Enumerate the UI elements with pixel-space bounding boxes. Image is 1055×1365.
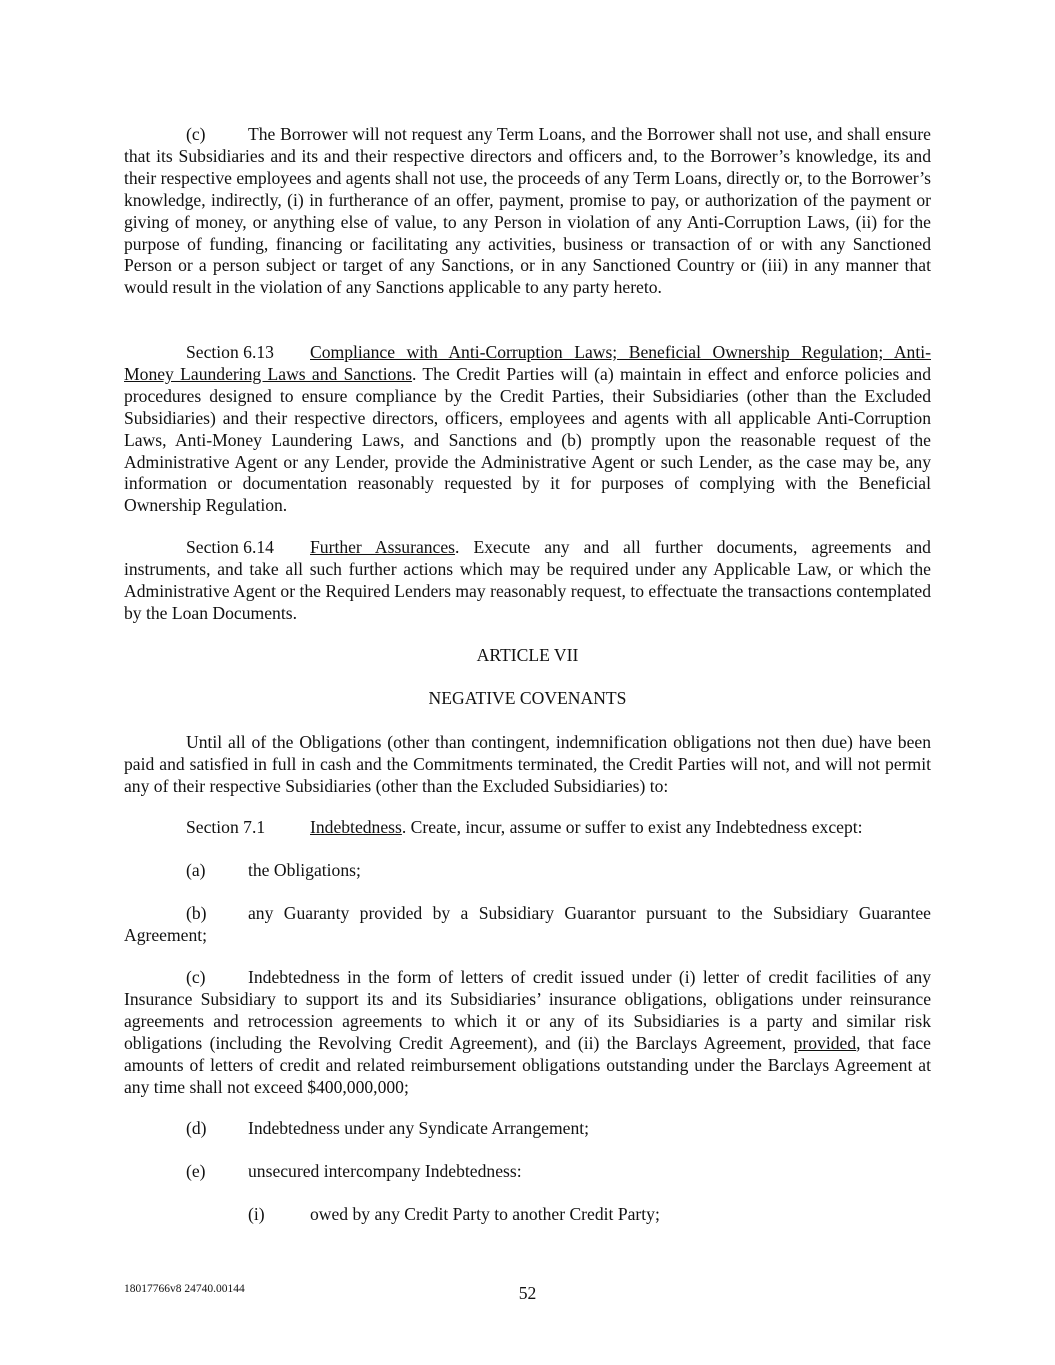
section-6-13-text: . The Credit Parties will (a) maintain in effect and enforce policies and procedures designed to ensure compliance by the Credit Parties, their Subsidiaries (other than the Excluded Subsidiaries) and their respective directors, officers, employees and agents with all applicable Anti-Corruption Laws, Anti-Money Laundering Laws, and Sanctions and (b) promptly upon the reasonable request of the Administrative Agent or any Lender, provide the Administrative Agent or such Lender, as the case may be, any information or documentation reasonably requested by it for purposes of complying with the Beneficial Ownership Regulation. (124, 363, 931, 516)
document-id: 18017766v8 24740.00144 (124, 1283, 245, 1295)
section-7-1 (124, 817, 931, 839)
item-b-label: (b) (186, 903, 207, 923)
item-c (124, 967, 931, 1098)
paragraph-c-label: (c) (186, 124, 206, 144)
article-title: NEGATIVE COVENANTS (428, 688, 627, 708)
article-number: ARTICLE VII (476, 645, 579, 665)
item-e-text: unsecured intercompany Indebtedness: (248, 1161, 522, 1181)
section-7-1-text: . Create, incur, assume or suffer to exist any Indebtedness except: (401, 817, 863, 837)
item-e (124, 1161, 931, 1183)
item-e-i-text: owed by any Credit Party to another Credit Party; (310, 1204, 660, 1224)
page-number: 52 (518, 1283, 537, 1303)
item-a-text: the Obligations; (248, 860, 361, 880)
section-7-1-title: Indebtedness (310, 817, 402, 837)
section-7-1-number: Section 7.1 (186, 817, 266, 837)
section-6-13-title: Compliance with Anti-Corruption Laws; Beneficial Ownership Regulation; Anti-Money Laundering Laws and Sanctions (124, 342, 931, 384)
item-c-text-after: , that face amounts of letters of credit and related reimbursement obligations outstanding under the Barclays Agreement at any time shall not exceed $400,000,000; (124, 1032, 931, 1097)
article-intro (124, 732, 931, 798)
item-e-i-label: (i) (248, 1204, 265, 1224)
item-b-text: any Guaranty provided by a Subsidiary Guarantor pursuant to the Subsidiary Guarantee Agreement; (124, 903, 931, 945)
item-d-text: Indebtedness under any Syndicate Arrangement; (248, 1118, 590, 1138)
item-c-text-before: Indebtedness in the form of letters of credit issued under (i) letter of credit facilities of any Insurance Subsidiary to support its and its Subsidiaries’ insurance obligations, obligations under reinsurance agreements and retrocession agreements to which it or any of its Subsidiaries is a party and similar risk obligations (including the Revolving Credit Agreement), and (ii) the Barclays Agreement, (124, 967, 931, 1053)
section-6-14 (124, 537, 931, 625)
paragraph-c (124, 124, 931, 299)
item-c-label: (c) (186, 967, 206, 987)
section-6-13 (124, 342, 931, 517)
item-b (124, 903, 931, 947)
item-d (124, 1118, 931, 1140)
paragraph-c-text: The Borrower will not request any Term Loans, and the Borrower shall not use, and shall ensure that its Subsidiaries and its and their respective directors and officers and, to the Borrower’s knowledge, its and their respective employees and agents shall not use, the proceeds of any Term Loans, directly or, to the Borrower’s knowledge, indirectly, (i) in furtherance of an offer, payment, promise to pay, or authorization of the payment or giving of money, or anything else of value, to any Person in violation of any Anti-Corruption Laws, (ii) for the purpose of funding, financing or facilitating any activities, business or transaction of or with any Sanctioned Person or a person subject or target of any Sanctions, or in any Sanctioned Country or (iii) in any manner that would result in the violation of any Sanctions applicable to any party hereto. (124, 124, 931, 298)
item-e-label: (e) (186, 1161, 206, 1181)
section-6-14-text: . Execute any and all further documents, agreements and instruments, and take all such further actions which may be required under any Applicable Law, or which the Administrative Agent or the Required Lenders may reasonably request, to effectuate the transactions contemplated by the Loan Documents. (124, 537, 931, 623)
section-6-14-title: Further Assurances (310, 537, 456, 557)
item-d-label: (d) (186, 1118, 207, 1138)
item-e-i (124, 1204, 931, 1226)
section-6-13-number: Section 6.13 (186, 342, 274, 362)
item-c-provided: provided (793, 1032, 857, 1053)
section-6-14-number: Section 6.14 (186, 537, 274, 557)
item-a (124, 860, 931, 882)
item-a-label: (a) (186, 860, 206, 880)
article-intro-text: Until all of the Obligations (other than contingent, indemnification obligations not then due) have been paid and satisfied in full in cash and the Commitments terminated, the Credit Parties will not, and will not permit any of their respective Subsidiaries (other than the Excluded Subsidiaries) to: (124, 732, 931, 796)
